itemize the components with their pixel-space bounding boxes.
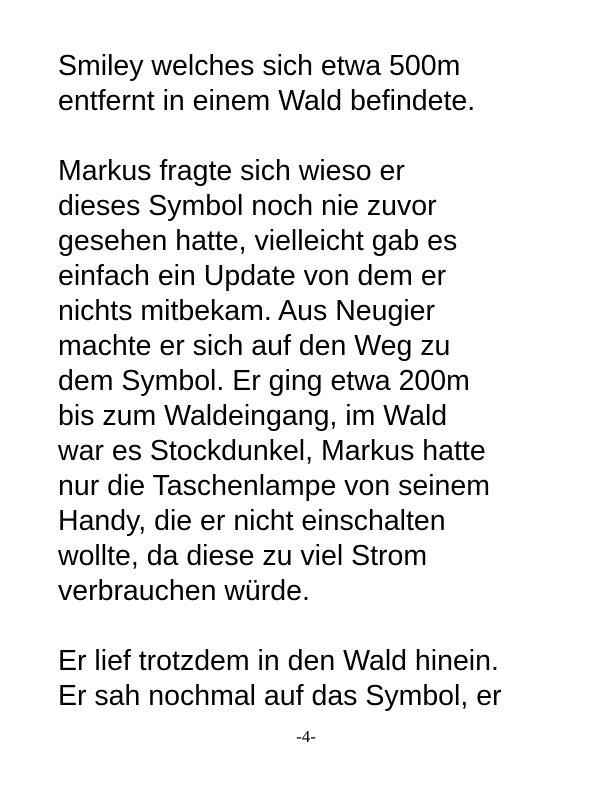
text-line: verbrauchen würde. — [58, 575, 310, 607]
paragraph — [58, 644, 588, 714]
text-line: nichts mitbekam. Aus Neugier — [58, 295, 435, 327]
text-line: war es Stockdunkel, Markus hatte — [58, 435, 486, 467]
body-text — [58, 49, 588, 714]
page-number: -4- — [296, 727, 316, 746]
text-line: dem Symbol. Er ging etwa 200m — [58, 365, 470, 397]
text-line: bis zum Waldeingang, im Wald — [58, 400, 448, 432]
paragraph-gap — [58, 119, 588, 154]
text-line: wollte, da diese zu viel Strom — [58, 540, 428, 572]
text-line: Er sah nochmal auf das Symbol, er — [58, 680, 502, 712]
text-line: Markus fragte sich wieso er — [58, 155, 405, 187]
text-line: Handy, die er nicht einschalten — [58, 505, 446, 537]
text-line: einfach ein Update von dem er — [58, 260, 447, 292]
paragraph-gap — [58, 609, 588, 644]
text-line: entfernt in einem Wald befindete. — [58, 85, 476, 117]
paragraph — [58, 49, 588, 119]
paragraph — [58, 154, 588, 609]
text-line: gesehen hatte, vielleicht gab es — [58, 225, 458, 257]
text-line: dieses Symbol noch nie zuvor — [58, 190, 437, 222]
text-line: nur die Taschenlampe von seinem — [58, 470, 490, 502]
text-line: machte er sich auf den Weg zu — [58, 330, 451, 362]
text-line: Er lief trotzdem in den Wald hinein. — [58, 645, 499, 677]
text-line: Smiley welches sich etwa 500m — [58, 50, 461, 82]
